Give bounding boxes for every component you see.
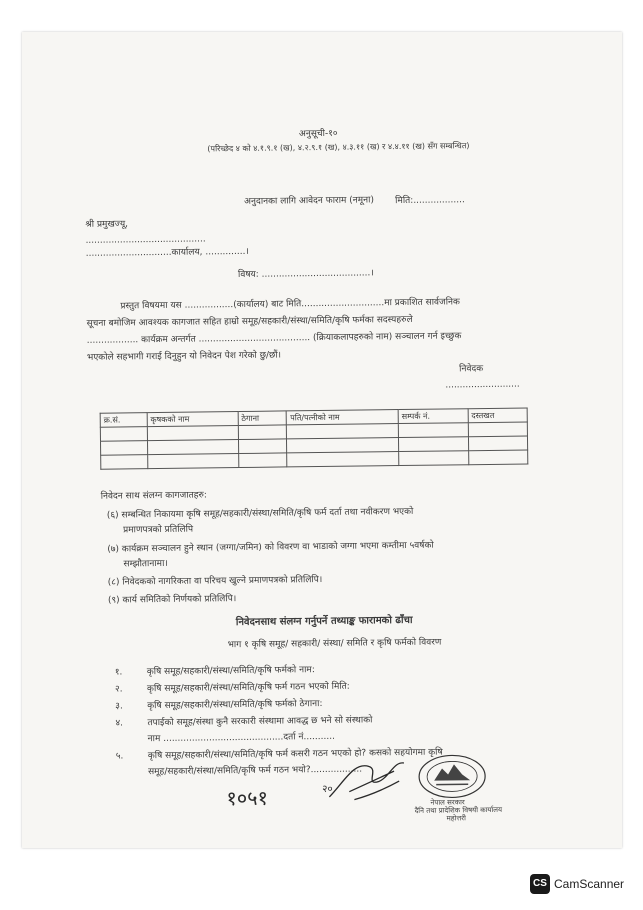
row-number: ३. <box>115 701 123 712</box>
stamp-text: महोत्तरी <box>446 814 466 823</box>
signature-scribble <box>324 751 415 812</box>
form-row: तपाईको समूह/संस्था कुनै सरकारी संस्थामा आवद्ध छ भने सो संस्थाको <box>147 715 373 729</box>
row-number: २. <box>114 684 123 695</box>
document-page <box>17 28 627 851</box>
reference-line: (परिच्छेद ४ को ४.१.९.१ (ख), ४.२.९.१ (ख), ४.३.११ (ख) र ४.४.११ (ख) सँग सम्बन्धित) <box>207 141 470 154</box>
table-header: सम्पर्क नं. <box>398 409 468 424</box>
handwritten-note: १०५१ <box>226 785 269 811</box>
office-line: ..............................कार्यालय, ..............। <box>85 246 249 259</box>
annex-title: अनुसूची-१० <box>298 128 338 140</box>
subject-line: विषय: ......................................। <box>237 268 374 281</box>
body-paragraph: .................. कार्यक्रम अन्तर्गत ....................................... (क्रियाकलापहरुको नाम) सञ्चालन गर्न इच्छुक <box>86 331 462 346</box>
address-line: .......................................... <box>85 234 206 246</box>
attachments-title: निवेदन साथ संलग्न कागजातहरु: <box>100 490 207 502</box>
table-header: ठेगाना <box>238 411 287 426</box>
scanned-page <box>22 32 622 848</box>
applicant-label: निवेदक <box>459 364 484 375</box>
stamp-text: दैनि तथा प्रादेशिक विषयी कार्यालय <box>414 805 503 815</box>
form-row: कृषि समूह/सहकारी/संस्था/समिति/कृषि फर्मको ठेगाना: <box>147 699 323 712</box>
section-subheading: भाग १ कृषि समूह/ सहकारी/ संस्था/ समिति र कृषि फर्मको विवरण <box>227 637 442 651</box>
official-stamp-emblem <box>416 752 489 801</box>
attachment-item: (६) सम्बन्धित निकायमा कृषि समूह/सहकारी/संस्था/समिति/कृषि फर्म दर्ता तथा नवीकरण भएको <box>106 506 414 521</box>
applicant-signature-line: .......................... <box>445 379 520 391</box>
form-row: कृषि समूह/सहकारी/संस्था/समिति/कृषि फर्म कसरी गठन भएको हो? कसको सहयोगमा कृषि <box>147 747 443 762</box>
attachment-item: (८) निवेदकको नागरिकता वा परिचय खुल्ने प्रमाणपत्रको प्रतिलिपि। <box>107 575 323 588</box>
row-number: १. <box>114 667 123 678</box>
form-row: कृषि समूह/सहकारी/संस्था/समिति/कृषि फर्मको नाम: <box>146 665 315 678</box>
table-header: क्र.सं. <box>100 413 147 428</box>
farmer-table <box>100 407 529 469</box>
row-number: ५. <box>115 751 124 762</box>
table-header: पति/पत्नीको नाम <box>287 410 399 425</box>
section-heading: निवेदनसाथ संलग्न गर्नुपर्ने तथ्याङ्क फारामको ढाँचा <box>235 614 413 629</box>
camscanner-logo-icon: CS <box>530 874 550 894</box>
camscanner-label: CamScanner <box>554 877 625 891</box>
form-title: अनुदानका लागि आवेदन फाराम (नमूना) <box>244 195 375 207</box>
body-paragraph: भएकोले सहभागी गराई दिनुहुन यो निवेदन पेश गरेको छु/छौं। <box>86 350 282 363</box>
table-header: दस्तखत <box>468 408 528 423</box>
stamp-text: नेपाल सरकार <box>430 798 465 807</box>
body-paragraph: प्रस्तुत विषयमा यस .................(कार्यालय) बाट मिति.............................मा प्रकाशित सार्वजनिक <box>120 297 460 312</box>
handwritten-number: २० <box>322 783 333 796</box>
attachment-item: (७) कार्यक्रम सञ्चालन हुने स्थान (जग्गा/जमिन) को विवरण वा भाडाको जग्गा भएमा कम्तीमा ५वर्षको <box>107 540 434 555</box>
date-field: मिति:.................. <box>395 195 465 207</box>
camscanner-watermark <box>530 874 630 900</box>
body-paragraph: सूचना बमोजिम आवश्यक कागजात सहित हाम्रो समूह/सहकारी/संस्था/समिति/कृषि फर्मका सदस्यहरुले <box>86 314 413 329</box>
table-header: कृषकको नाम <box>147 412 238 427</box>
form-row: नाम ..........................................दर्ता नं........... <box>147 731 335 745</box>
attachment-item: प्रमाणपत्रको प्रतिलिपि <box>123 524 194 536</box>
addressee: श्री प्रमुखज्यू, <box>85 219 129 230</box>
row-number: ४. <box>115 718 124 729</box>
form-row: कृषि समूह/सहकारी/संस्था/समिति/कृषि फर्म गठन भएको मिति: <box>146 681 350 695</box>
attachment-item: (९) कार्य समितिको निर्णयको प्रतिलिपि। <box>107 594 237 606</box>
attachment-item: सम्झौतानामा। <box>123 558 168 570</box>
form-row: समूह/सहकारी/संस्था/समिति/कृषि फर्म गठन भयो?.................. <box>147 764 363 778</box>
